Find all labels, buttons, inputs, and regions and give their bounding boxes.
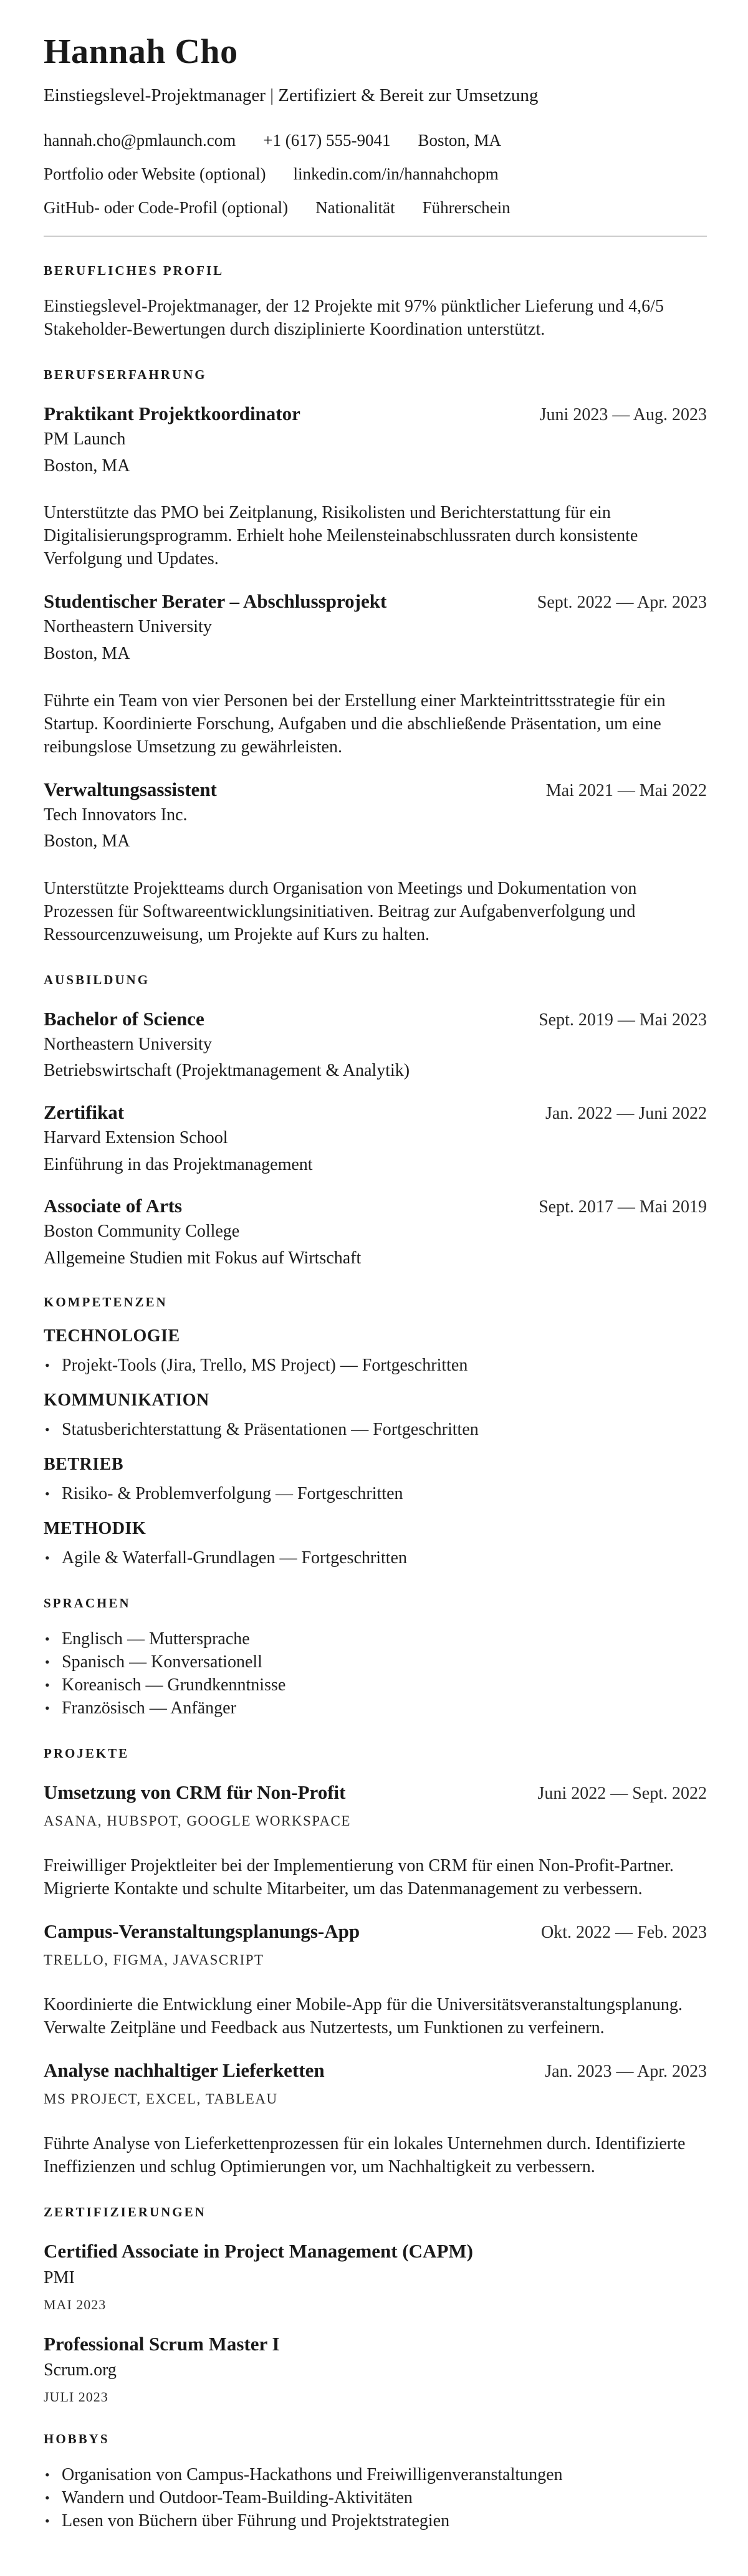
project-title: Umsetzung von CRM für Non-Profit bbox=[44, 1781, 346, 1804]
section-heading-languages: SPRACHEN bbox=[44, 1596, 131, 1611]
degree-title: Bachelor of Science bbox=[44, 1007, 204, 1030]
certification-date: JULI 2023 bbox=[44, 2388, 108, 2405]
skill-category-name: METHODIK bbox=[44, 1519, 146, 1539]
person-name: Hannah Cho bbox=[44, 32, 238, 71]
language-item: • Koreanisch — Grundkenntnisse bbox=[44, 1673, 707, 1697]
project-date-range: Jan. 2023 — Apr. 2023 bbox=[545, 2062, 707, 2082]
phone-number: +1 (617) 555-9041 bbox=[263, 131, 391, 150]
education-item bbox=[44, 1008, 707, 1081]
skill-list bbox=[44, 1418, 707, 1441]
skill-category bbox=[44, 1455, 707, 1505]
contact-row-1 bbox=[44, 130, 707, 151]
nationality-label: Nationalität bbox=[315, 198, 395, 217]
education-item bbox=[44, 1101, 707, 1175]
experience-item bbox=[44, 590, 707, 758]
email-address: hannah.cho@pmlaunch.com bbox=[44, 131, 236, 150]
job-location: Boston, MA bbox=[44, 644, 130, 664]
project-tools: TRELLO, FIGMA, JAVASCRIPT bbox=[44, 1952, 264, 1968]
contact-row-2 bbox=[44, 164, 707, 185]
job-company: Tech Innovators Inc. bbox=[44, 805, 188, 825]
education-item bbox=[44, 1195, 707, 1268]
section-heading-certifications: ZERTIFIZIERUNGEN bbox=[44, 2205, 206, 2220]
hobby-item: • Lesen von Büchern über Führung und Projektstrategien bbox=[44, 2509, 707, 2532]
skill-list bbox=[44, 1546, 707, 1569]
skill-category bbox=[44, 1391, 707, 1441]
section-heading-education: AUSBILDUNG bbox=[44, 972, 150, 987]
education-date-range: Jan. 2022 — Juni 2022 bbox=[545, 1104, 707, 1124]
language-item: • Spanisch — Konversationell bbox=[44, 1650, 707, 1673]
section-profile bbox=[44, 263, 707, 341]
skill-category bbox=[44, 1326, 707, 1377]
certification-date: MAI 2023 bbox=[44, 2296, 107, 2312]
school-name: Boston Community College bbox=[44, 1222, 240, 1242]
github-placeholder: GitHub- oder Code-Profil (optional) bbox=[44, 198, 289, 217]
project-title: Analyse nachhaltiger Lieferketten bbox=[44, 2059, 325, 2082]
degree-title: Zertifikat bbox=[44, 1101, 125, 1124]
job-title: Studentischer Berater – Abschlussprojekt bbox=[44, 590, 387, 613]
experience-item bbox=[44, 778, 707, 946]
job-company: PM Launch bbox=[44, 429, 126, 449]
project-date-range: Okt. 2022 — Feb. 2023 bbox=[541, 1923, 707, 1943]
section-skills bbox=[44, 1295, 707, 1569]
certification-title: Professional Scrum Master I bbox=[44, 2332, 280, 2355]
field-of-study: Allgemeine Studien mit Fokus auf Wirtschaft bbox=[44, 1248, 362, 1268]
project-description: Koordinierte die Entwicklung einer Mobile-App für die Universitätsveranstaltungsplanung. Verwalte Zeitpläne und Feedback aus Nutzertests, um Funktionen zu verfeinern. bbox=[44, 1995, 683, 2038]
hobby-item: • Organisation von Campus-Hackathons und Freiwilligenveranstaltungen bbox=[44, 2463, 707, 2486]
field-of-study: Einführung in das Projektmanagement bbox=[44, 1154, 313, 1174]
job-company: Northeastern University bbox=[44, 617, 212, 637]
location-text: Boston, MA bbox=[418, 131, 502, 150]
hobby-list bbox=[44, 2463, 707, 2532]
section-education bbox=[44, 972, 707, 1269]
project-item-header bbox=[44, 1781, 707, 1804]
job-title: Praktikant Projektkoordinator bbox=[44, 403, 300, 425]
job-description: Unterstützte das PMO bei Zeitplanung, Risikolisten und Berichterstattung für ein Digitalisierungsprogramm. Erhielt hohe Meilensteinabschlussraten durch konsistente Verfolgung und Updates. bbox=[44, 503, 638, 569]
experience-item-header bbox=[44, 778, 707, 801]
certification-item bbox=[44, 2240, 707, 2312]
skill-list bbox=[44, 1354, 707, 1377]
project-description: Führte Analyse von Lieferkettenprozessen für ein lokales Unternehmen durch. Identifizierte Ineffizienzen und schlug Optimierungen vor, um Nachhaltigkeit zu verbessern. bbox=[44, 2134, 686, 2177]
project-item bbox=[44, 1920, 707, 2039]
project-tools: MS PROJECT, EXCEL, TABLEAU bbox=[44, 2091, 278, 2107]
section-heading-hobbies: HOBBYS bbox=[44, 2431, 110, 2446]
education-item-header bbox=[44, 1195, 707, 1217]
experience-item bbox=[44, 403, 707, 570]
language-item: • Französisch — Anfänger bbox=[44, 1697, 707, 1720]
skill-item: • Projekt-Tools (Jira, Trello, MS Project) — Fortgeschritten bbox=[44, 1354, 707, 1377]
drivers-license-label: Führerschein bbox=[422, 198, 511, 217]
experience-item-header bbox=[44, 403, 707, 425]
project-item bbox=[44, 2059, 707, 2178]
job-title: Verwaltungsassistent bbox=[44, 778, 217, 800]
headline: Einstiegslevel-Projektmanager | Zertifiziert & Bereit zur Umsetzung bbox=[44, 85, 539, 105]
school-name: Harvard Extension School bbox=[44, 1128, 228, 1148]
education-date-range: Sept. 2017 — Mai 2019 bbox=[539, 1197, 707, 1217]
project-item-header bbox=[44, 2059, 707, 2082]
section-heading-skills: KOMPETENZEN bbox=[44, 1295, 168, 1310]
education-item-header bbox=[44, 1101, 707, 1124]
hobby-item: • Wandern und Outdoor-Team-Building-Aktivitäten bbox=[44, 2486, 707, 2509]
section-heading-experience: BERUFSERFAHRUNG bbox=[44, 367, 207, 383]
skill-category-name: BETRIEB bbox=[44, 1455, 123, 1475]
school-name: Northeastern University bbox=[44, 1034, 212, 1054]
section-heading-profile: BERUFLICHES PROFIL bbox=[44, 263, 224, 279]
skill-list bbox=[44, 1482, 707, 1505]
language-list bbox=[44, 1627, 707, 1720]
linkedin-url: linkedin.com/in/hannahchopm bbox=[293, 164, 499, 183]
education-item-header bbox=[44, 1008, 707, 1030]
skill-category bbox=[44, 1519, 707, 1569]
profile-summary: Einstiegslevel-Projektmanager, der 12 Projekte mit 97% pünktlicher Lieferung und 4,6/5 Stakeholder-Bewertungen durch disziplinierte Koordination unterstützt. bbox=[44, 297, 664, 340]
field-of-study: Betriebswirtschaft (Projektmanagement & Analytik) bbox=[44, 1061, 410, 1081]
certification-item bbox=[44, 2333, 707, 2405]
header-divider bbox=[44, 236, 707, 237]
project-description: Freiwilliger Projektleiter bei der Implementierung von CRM für einen Non-Profit-Partner. Migrierte Kontakte und schulte Mitarbeiter, um das Datenmanagement zu verbessern. bbox=[44, 1856, 674, 1899]
portfolio-placeholder: Portfolio oder Website (optional) bbox=[44, 164, 266, 183]
experience-item-header bbox=[44, 590, 707, 613]
job-date-range: Juni 2023 — Aug. 2023 bbox=[539, 405, 707, 425]
degree-title: Associate of Arts bbox=[44, 1195, 183, 1217]
section-experience bbox=[44, 367, 707, 946]
section-hobbies bbox=[44, 2431, 707, 2532]
job-date-range: Sept. 2022 — Apr. 2023 bbox=[537, 593, 707, 613]
job-location: Boston, MA bbox=[44, 831, 130, 851]
project-item bbox=[44, 1781, 707, 1900]
skill-item: • Statusberichterstattung & Präsentationen — Fortgeschritten bbox=[44, 1418, 707, 1441]
project-item-header bbox=[44, 1920, 707, 1943]
section-languages bbox=[44, 1596, 707, 1720]
certification-issuer: Scrum.org bbox=[44, 2360, 117, 2380]
job-description: Unterstützte Projektteams durch Organisation von Meetings und Dokumentation von Prozessen für Softwareentwicklungsinitiativen. Beitrag zur Aufgabenverfolgung und Ressourcenzuweisung, um Projekte auf Kurs zu halten. bbox=[44, 878, 637, 944]
project-tools: ASANA, HUBSPOT, GOOGLE WORKSPACE bbox=[44, 1813, 351, 1829]
section-projects bbox=[44, 1746, 707, 2178]
section-heading-projects: PROJEKTE bbox=[44, 1746, 130, 1761]
job-location: Boston, MA bbox=[44, 456, 130, 476]
certification-issuer: PMI bbox=[44, 2268, 75, 2288]
contact-row-3 bbox=[44, 198, 707, 219]
project-title: Campus-Veranstaltungsplanungs-App bbox=[44, 1920, 360, 1943]
certification-title: Certified Associate in Project Management (CAPM) bbox=[44, 2240, 473, 2262]
job-date-range: Mai 2021 — Mai 2022 bbox=[545, 780, 707, 800]
language-item: • Englisch — Muttersprache bbox=[44, 1627, 707, 1650]
education-date-range: Sept. 2019 — Mai 2023 bbox=[539, 1010, 707, 1030]
skill-item: • Risiko- & Problemverfolgung — Fortgeschritten bbox=[44, 1482, 707, 1505]
skill-category-name: TECHNOLOGIE bbox=[44, 1326, 180, 1346]
resume-header bbox=[44, 34, 707, 237]
skill-category-name: KOMMUNIKATION bbox=[44, 1391, 209, 1410]
project-date-range: Juni 2022 — Sept. 2022 bbox=[537, 1784, 707, 1804]
job-description: Führte ein Team von vier Personen bei der Erstellung einer Markteintrittsstrategie für ein Startup. Koordinierte Forschung, Aufgaben und die abschließende Präsentation, um eine reibungslose Umsetzung zu gewährleisten. bbox=[44, 691, 666, 757]
skill-item: • Agile & Waterfall-Grundlagen — Fortgeschritten bbox=[44, 1546, 707, 1569]
section-certifications bbox=[44, 2205, 707, 2405]
